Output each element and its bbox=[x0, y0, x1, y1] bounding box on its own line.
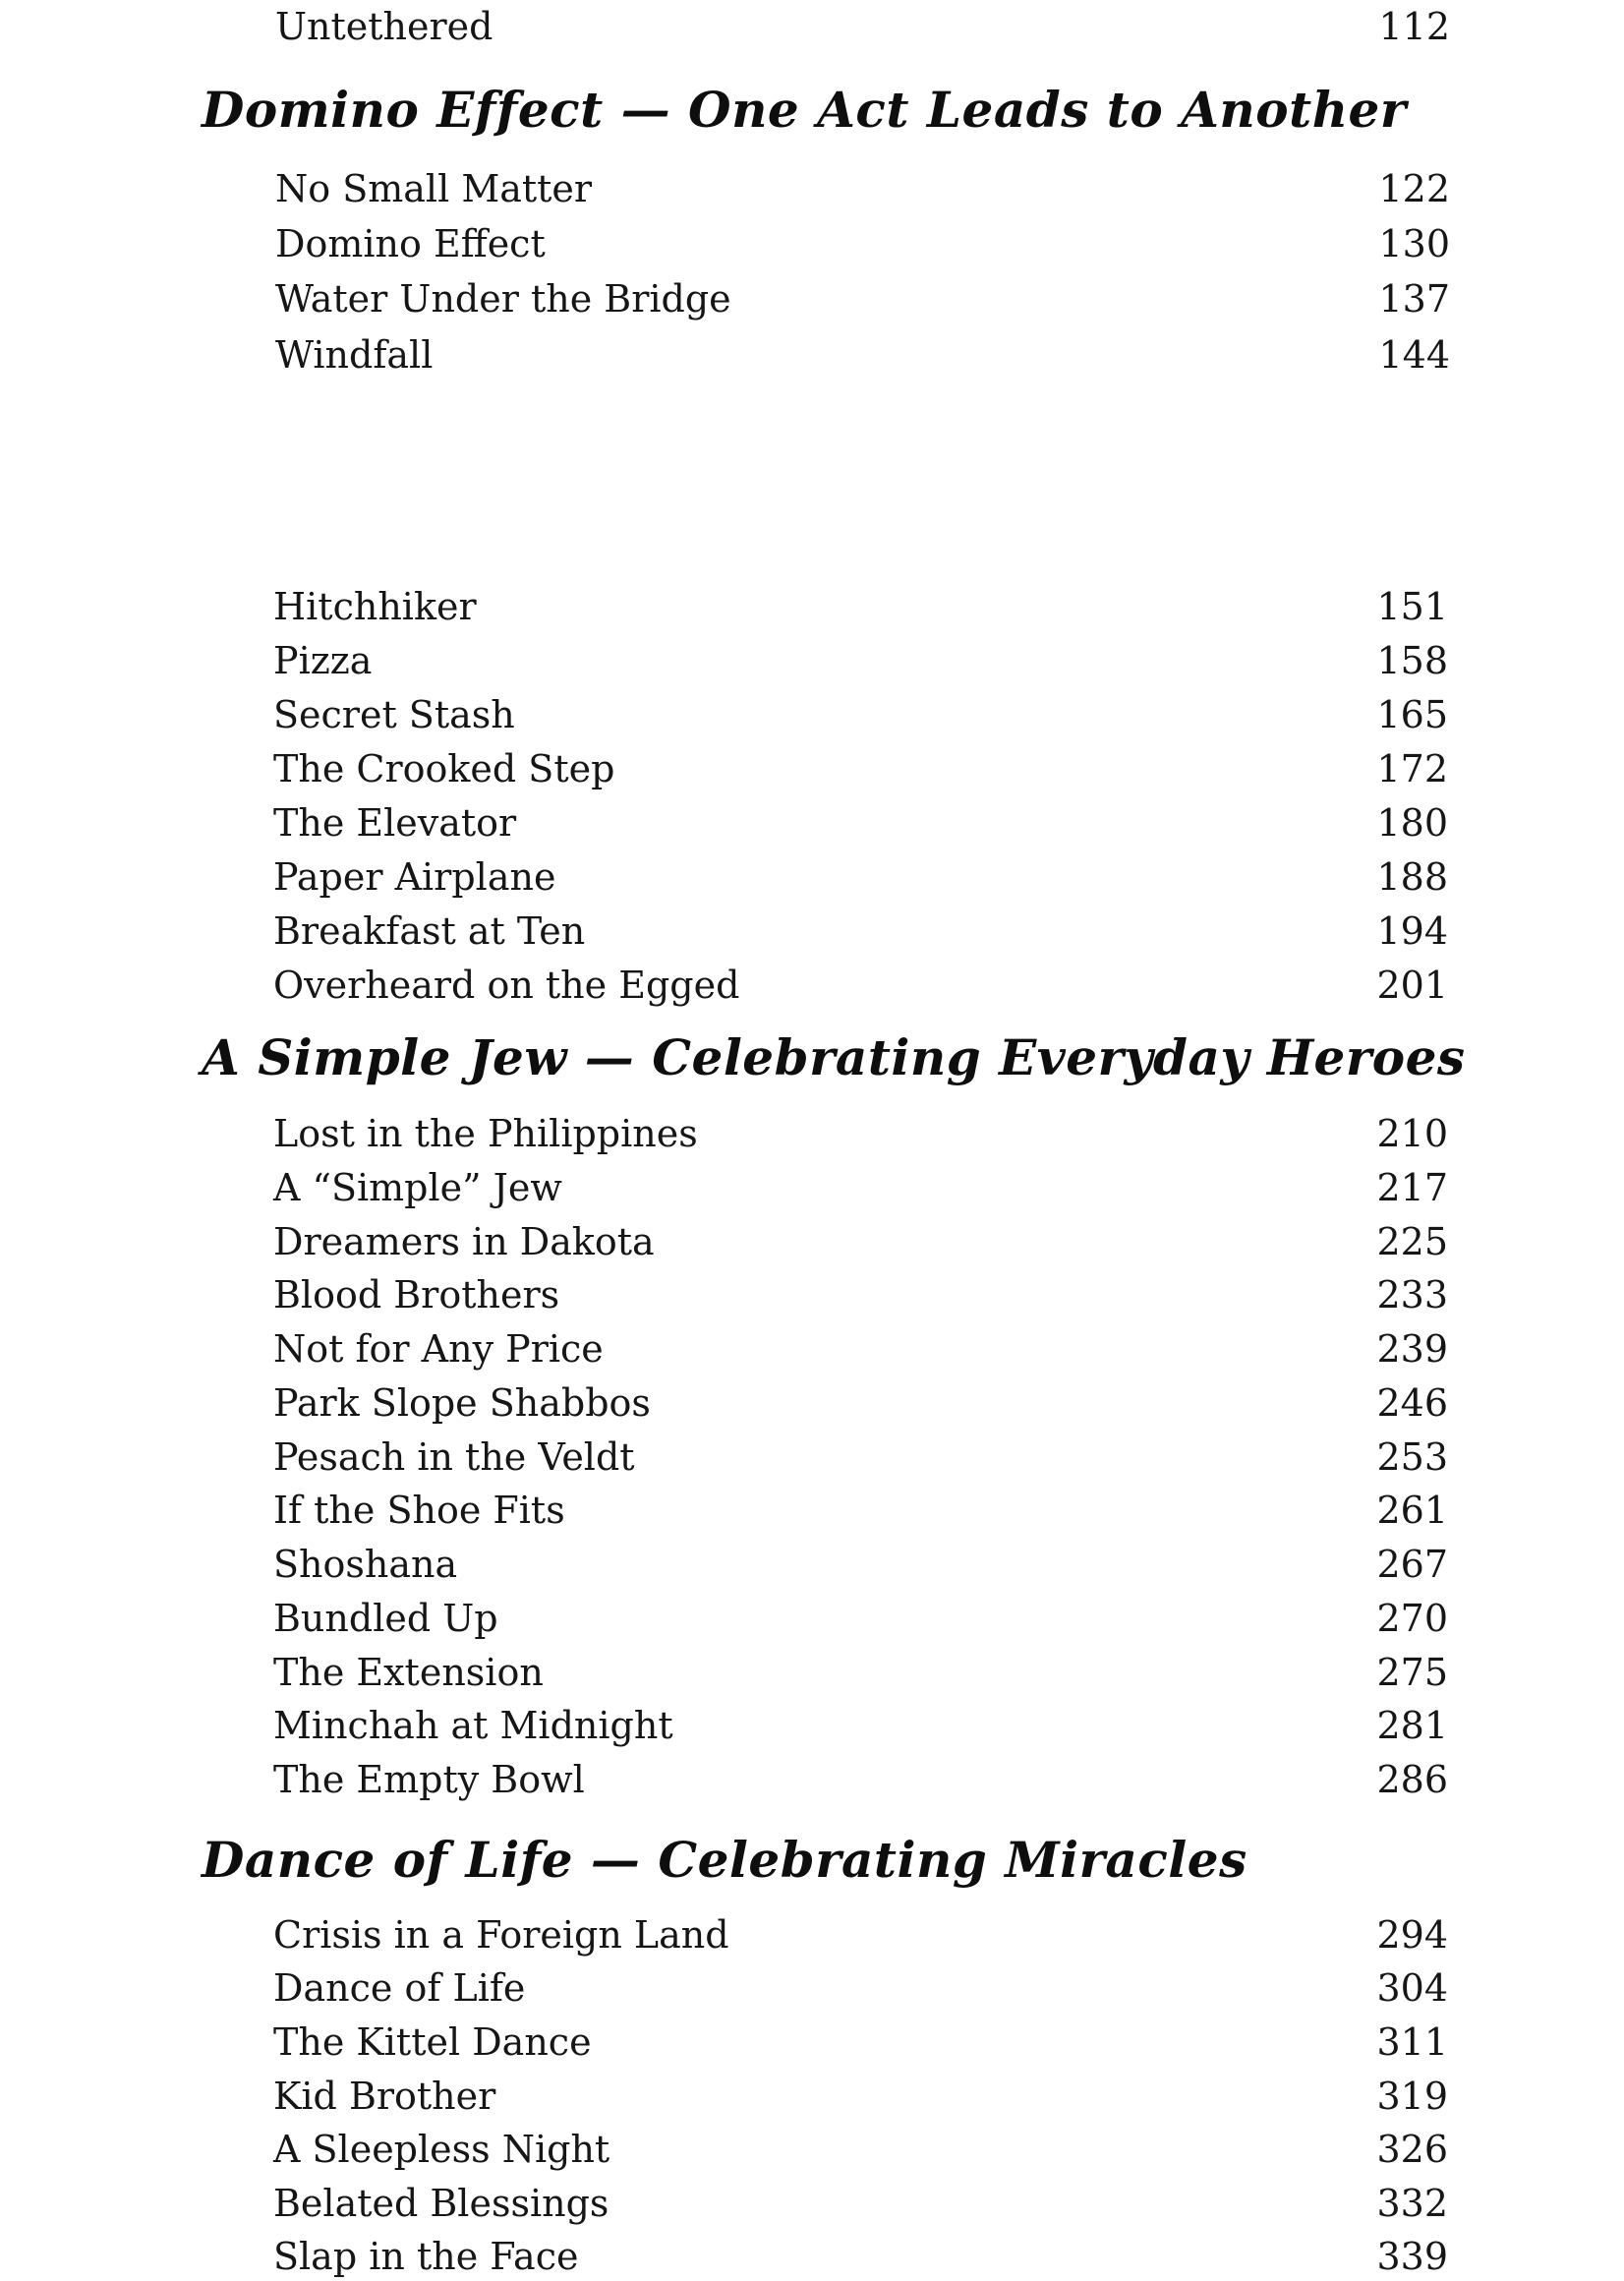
entry-title: Bundled Up bbox=[273, 1597, 498, 1640]
toc-entry bbox=[273, 961, 1448, 1010]
toc-entry bbox=[275, 330, 1450, 380]
entry-page-number: 270 bbox=[1376, 1597, 1448, 1640]
entry-title: Dance of Life bbox=[273, 1966, 526, 2010]
entry-page-number: 304 bbox=[1376, 1966, 1448, 2010]
toc-entry bbox=[273, 798, 1448, 848]
entry-page-number: 326 bbox=[1376, 2128, 1448, 2171]
toc-entry bbox=[273, 1378, 1448, 1428]
toc-entry bbox=[273, 1648, 1448, 1697]
entry-title: Pesach in the Veldt bbox=[273, 1435, 635, 1479]
toc-entry bbox=[275, 274, 1450, 323]
section-heading: Dance of Life — Celebrating Miracles bbox=[202, 1831, 1247, 1889]
entry-title: Breakfast at Ten bbox=[273, 909, 586, 953]
entry-title: Secret Stash bbox=[273, 693, 515, 736]
entry-page-number: 180 bbox=[1376, 801, 1448, 845]
entry-page-number: 246 bbox=[1376, 1381, 1448, 1425]
entry-page-number: 122 bbox=[1378, 167, 1450, 210]
entry-title: Lost in the Philippines bbox=[273, 1112, 698, 1155]
entry-title: Windfall bbox=[275, 333, 434, 377]
toc-entry bbox=[273, 852, 1448, 902]
entry-title: Belated Blessings bbox=[273, 2182, 609, 2225]
toc-entry bbox=[273, 1270, 1448, 1319]
entry-page-number: 311 bbox=[1376, 2020, 1448, 2064]
entry-page-number: 201 bbox=[1376, 964, 1448, 1007]
toc-entry bbox=[273, 582, 1448, 631]
entry-title: Park Slope Shabbos bbox=[273, 1381, 651, 1425]
entry-title: Blood Brothers bbox=[273, 1273, 560, 1316]
entry-page-number: 130 bbox=[1378, 222, 1450, 265]
entry-page-number: 275 bbox=[1376, 1651, 1448, 1694]
entry-page-number: 239 bbox=[1376, 1327, 1448, 1371]
entry-page-number: 225 bbox=[1376, 1220, 1448, 1263]
section-heading: A Simple Jew — Celebrating Everyday Heroes bbox=[202, 1028, 1466, 1086]
entry-title: Overheard on the Egged bbox=[273, 964, 740, 1007]
toc-entry bbox=[273, 1910, 1448, 1959]
entry-title: Slap in the Face bbox=[273, 2235, 579, 2278]
toc-entry bbox=[273, 1163, 1448, 1212]
toc-entry bbox=[273, 1963, 1448, 2013]
toc-entry bbox=[273, 2072, 1448, 2121]
entry-title: Dreamers in Dakota bbox=[273, 1220, 655, 1263]
toc-entry bbox=[273, 1433, 1448, 1482]
entry-page-number: 217 bbox=[1376, 1166, 1448, 1209]
entry-title: The Extension bbox=[273, 1651, 544, 1694]
entry-title: Water Under the Bridge bbox=[275, 277, 731, 321]
entry-title: The Empty Bowl bbox=[273, 1758, 585, 1801]
toc-entry bbox=[273, 1594, 1448, 1643]
toc-entry bbox=[273, 1324, 1448, 1374]
toc-entry bbox=[273, 1755, 1448, 1804]
entry-title: If the Shoe Fits bbox=[273, 1489, 565, 1532]
entry-page-number: 286 bbox=[1376, 1758, 1448, 1801]
toc-entry bbox=[275, 219, 1450, 268]
toc-entry bbox=[273, 744, 1448, 793]
entry-title: The Kittel Dance bbox=[273, 2020, 592, 2064]
entry-page-number: 165 bbox=[1376, 693, 1448, 736]
section-heading: Domino Effect — One Act Leads to Another bbox=[202, 81, 1407, 139]
entry-page-number: 339 bbox=[1376, 2235, 1448, 2278]
entry-title: Crisis in a Foreign Land bbox=[273, 1913, 729, 1957]
toc-entry bbox=[273, 2018, 1448, 2067]
toc-entry bbox=[273, 690, 1448, 739]
entry-page-number: 112 bbox=[1378, 5, 1450, 48]
entry-page-number: 144 bbox=[1378, 333, 1450, 377]
toc-entry bbox=[273, 1540, 1448, 1589]
entry-page-number: 210 bbox=[1376, 1112, 1448, 1155]
entry-title: Untethered bbox=[275, 5, 493, 48]
entry-page-number: 319 bbox=[1376, 2075, 1448, 2118]
entry-title: A Sleepless Night bbox=[273, 2128, 610, 2171]
entry-page-number: 261 bbox=[1376, 1489, 1448, 1532]
toc-entry bbox=[273, 636, 1448, 685]
entry-title: No Small Matter bbox=[275, 167, 593, 210]
toc-entry bbox=[273, 1701, 1448, 1750]
entry-page-number: 294 bbox=[1376, 1913, 1448, 1957]
entry-page-number: 267 bbox=[1376, 1543, 1448, 1586]
entry-title: The Crooked Step bbox=[273, 747, 615, 790]
entry-page-number: 151 bbox=[1376, 585, 1448, 628]
entry-title: Domino Effect bbox=[275, 222, 546, 265]
toc-entry bbox=[273, 2179, 1448, 2228]
entry-page-number: 281 bbox=[1376, 1704, 1448, 1747]
entry-title: Not for Any Price bbox=[273, 1327, 604, 1371]
toc-entry bbox=[273, 907, 1448, 956]
entry-page-number: 137 bbox=[1378, 277, 1450, 321]
entry-page-number: 332 bbox=[1376, 2182, 1448, 2225]
entry-title: Hitchhiker bbox=[273, 585, 477, 628]
toc-entry bbox=[273, 1109, 1448, 1158]
toc-entry bbox=[273, 2125, 1448, 2174]
toc-entry bbox=[275, 2, 1450, 51]
entry-page-number: 188 bbox=[1376, 855, 1448, 899]
entry-page-number: 233 bbox=[1376, 1273, 1448, 1316]
toc-entry bbox=[275, 164, 1450, 213]
entry-title: Shoshana bbox=[273, 1543, 458, 1586]
entry-page-number: 172 bbox=[1376, 747, 1448, 790]
entry-page-number: 253 bbox=[1376, 1435, 1448, 1479]
entry-title: Pizza bbox=[273, 639, 373, 682]
entry-title: Paper Airplane bbox=[273, 855, 556, 899]
entry-title: The Elevator bbox=[273, 801, 517, 845]
entry-page-number: 194 bbox=[1376, 909, 1448, 953]
entry-page-number: 158 bbox=[1376, 639, 1448, 682]
entry-title: A “Simple” Jew bbox=[273, 1166, 562, 1209]
toc-entry bbox=[273, 1486, 1448, 1535]
toc-entry bbox=[273, 1217, 1448, 1266]
entry-title: Minchah at Midnight bbox=[273, 1704, 673, 1747]
entry-title: Kid Brother bbox=[273, 2075, 496, 2118]
